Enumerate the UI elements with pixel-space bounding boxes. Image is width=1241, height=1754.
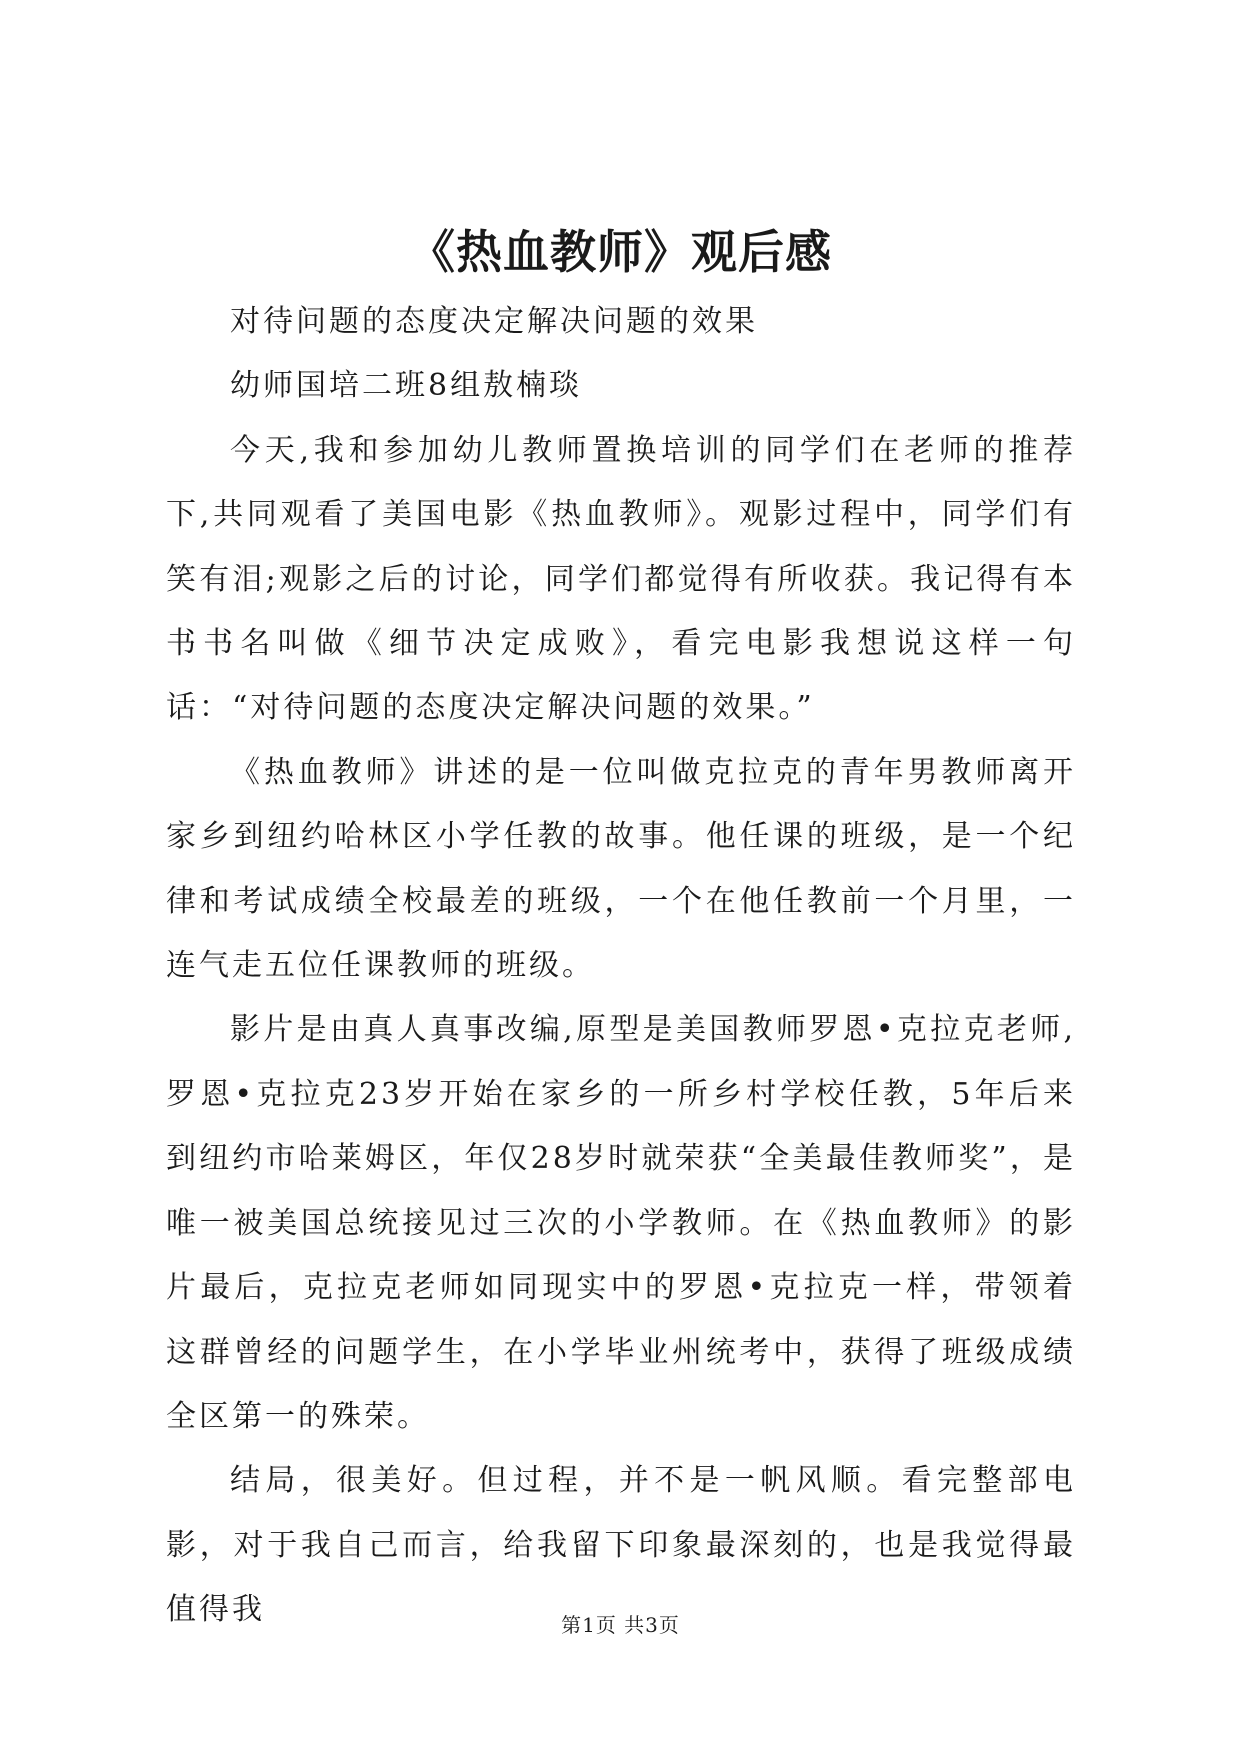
author-paragraph: 幼师国培二班8组敖楠琰: [230, 368, 583, 404]
body-paragraph: 结局，很美好。但过程，并不是一帆风顺。看完整部电影，对于我自己而言，给我留下印象最深刻的，也是我觉得最值得我: [166, 1463, 1076, 1628]
body-paragraph: 今天,我和参加幼儿教师置换培训的同学们在老师的推荐下,共同观看了美国电影《热血教师》。观影过程中，同学们有笑有泪;观影之后的讨论，同学们都觉得有所收获。我记得有本书书名叫做《细节决定成败》，看完电影我想说这样一句话：“对待问题的态度决定解决问题的效果。”: [166, 432, 1076, 726]
page-footer: 第1页 共3页: [561, 1613, 680, 1637]
body-paragraph: 《热血教师》讲述的是一位叫做克拉克的青年男教师离开家乡到纽约哈林区小学任教的故事。他任课的班级，是一个纪律和考试成绩全校最差的班级，一个在他任教前一个月里，一连气走五位任课教师的班级。: [166, 754, 1076, 984]
document-body: [166, 290, 1076, 1643]
subtitle-paragraph: 对待问题的态度决定解决问题的效果: [230, 304, 758, 339]
body-paragraph: 影片是由真人真事改编,原型是美国教师罗恩•克拉克老师,罗恩•克拉克23岁开始在家乡的一所乡村学校任教，5年后来到纽约市哈莱姆区，年仅28岁时就荣获“全美最佳教师奖”，是唯一被美国总统接见过三次的小学教师。在《热血教师》的影片最后，克拉克老师如同现实中的罗恩•克拉克一样，带领着这群曾经的问题学生，在小学毕业州统考中，获得了班级成绩全区第一的殊荣。: [166, 1012, 1076, 1434]
document-title: 《热血教师》观后感: [409, 225, 832, 279]
